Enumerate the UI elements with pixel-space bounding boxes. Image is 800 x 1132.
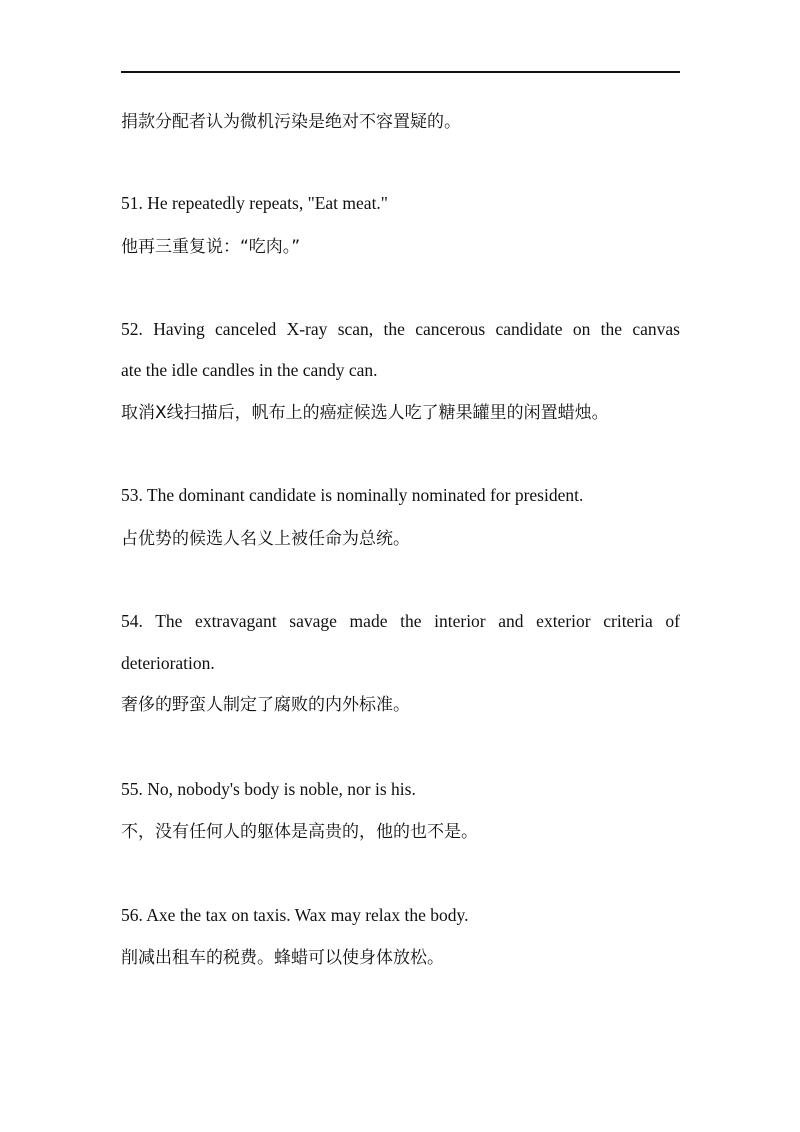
header-rule <box>121 71 680 73</box>
sentence-55-translation: 不，没有任何人的躯体是高贵的，他的也不是。 <box>121 822 478 842</box>
sentence-51-english: 51. He repeatedly repeats, "Eat meat." <box>121 193 388 213</box>
sentence-54-english-line2: deterioration. <box>121 653 215 673</box>
sentence-56-translation: 削减出租车的税费。蜂蜡可以使身体放松。 <box>121 948 444 968</box>
sentence-54-english-line1: 54. The extravagant savage made the interior and exterior criteria of <box>121 611 680 631</box>
sentence-56-english: 56. Axe the tax on taxis. Wax may relax the body. <box>121 905 469 925</box>
intro-translation: 捐款分配者认为微机污染是绝对不容置疑的。 <box>121 112 461 132</box>
sentence-53-english: 53. The dominant candidate is nominally nominated for president. <box>121 485 584 505</box>
sentence-53-translation: 占优势的候选人名义上被任命为总统。 <box>121 529 410 549</box>
sentence-52-english-line1: 52. Having canceled X-ray scan, the cancerous candidate on the canvas <box>121 319 680 339</box>
sentence-51-translation: 他再三重复说：“吃肉。” <box>121 237 301 257</box>
sentence-52-english-line2: ate the idle candles in the candy can. <box>121 360 378 380</box>
sentence-55-english: 55. No, nobody's body is noble, nor is his. <box>121 779 416 799</box>
sentence-54-translation: 奢侈的野蛮人制定了腐败的内外标准。 <box>121 695 410 715</box>
sentence-52-translation: 取消X线扫描后，帆布上的癌症候选人吃了糖果罐里的闲置蜡烛。 <box>121 403 609 423</box>
